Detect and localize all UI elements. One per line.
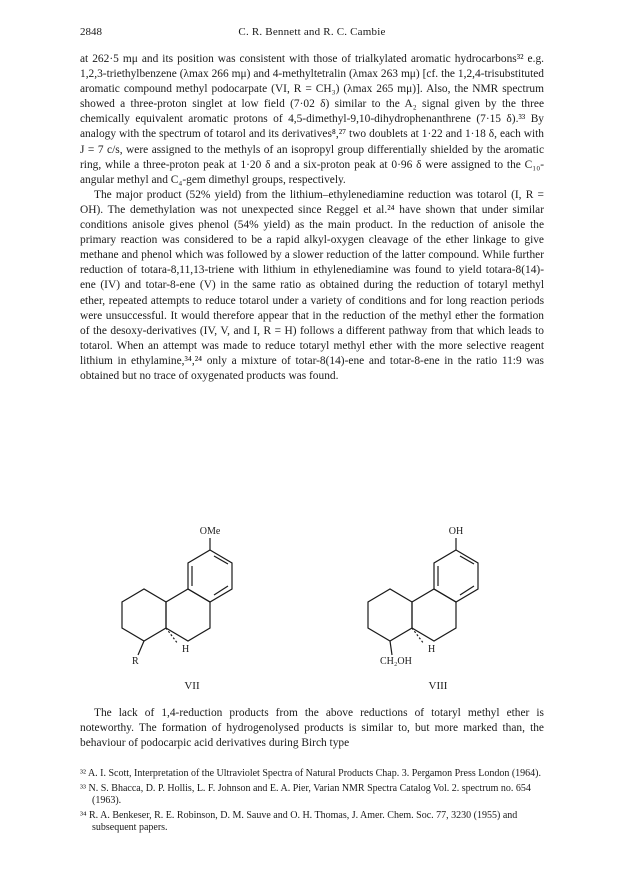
page-header	[80, 26, 544, 40]
viii-top-group: OH	[448, 526, 464, 537]
footnotes	[80, 768, 544, 837]
paragraph-continuation: at 262·5 mμ and its position was consistent with those of trialkylated aromatic hydrocarbons³² e.g. 1,2,3-triethylbenzene (λmax 266 mμ) and 4-methyltetralin (λmax 263 mμ) [cf. the 1,2,4-trisubstituted aromatic compound methyl podocarpate (VI, R = CH₃) (λmax 265 mμ)]. Also, the NMR spectrum showed a three-proton singlet at low field (7·02 δ) similar to the A₂ signal given by the three chemically equivalent aromatic protons of 4,5-dimethyl-9,10-dihydrophenanthrene (7·15 δ).³³ By analogy with the spectrum of totarol and its derivatives⁸,²⁷ two doublets at 1·22 and 1·18 δ, each with J = 7 c/s, were assigned to the methyls of an isopropyl group differentially shielded by the aromatic ring, while a three-proton peak at 1·20 δ and a six-proton peak at 0·96 δ were assigned to the C₁₀-angular methyl and C₄-gem dimethyl groups, respectively.	[80, 53, 544, 186]
structure-viii-rings	[368, 538, 478, 655]
structure-vii-rings	[122, 538, 232, 655]
vii-top-group: OMe	[199, 526, 221, 537]
footnote-34: ³⁴ R. A. Benkeser, R. E. Robinson, D. M. Sauve and O. H. Thomas, J. Amer. Chem. Soc. 77, 3230 (1955) and subsequent papers.	[80, 809, 518, 834]
vii-h-label: H	[182, 644, 190, 655]
paragraph-lack-of-reduction: The lack of 1,4-reduction products from the above reductions of totaryl methyl ether is noteworthy. The formation of hydrogenolysed products is similar to, but more marked than, the behaviour of podocarpic acid derivatives during Birch type	[80, 707, 544, 750]
running-title: C. R. Bennett and R. C. Cambie	[238, 26, 386, 38]
vii-sub-label: R	[132, 656, 139, 667]
footnote-32: ³² A. I. Scott, Interpretation of the Ultraviolet Spectra of Natural Products Chap. 3. Pergamon Press London (1964).	[80, 768, 541, 779]
paragraph-major-product: The major product (52% yield) from the lithium–ethylenediamine reduction was totarol (I, R = OH). The demethylation was not unexpected since Reggel et al.²⁴ have shown that under similar conditions anisole gives phenol (54% yield) as the main product. In the reduction of anisole the primary reaction was considered to be a rapid alkyl-oxygen cleavage of the ether linkage to give methane and phenol which was followed by a slower reduction of the latter compound. While further reduction of totara-8,11,13-triene with lithium in ethylenediamine was found to yield totara-8(14)-ene (IV) and totar-8-ene (V) in the same ratio as obtained during the reduction of totaryl methyl ether, repeated attempts to reduce totarol under a variety of conditions and for long reaction periods were unsuccessful. It would therefore appear that in the reduction of the methyl ether the formation of the desoxy-derivatives (IV, V, and I, R = H) follows a different pathway from that which leads to totarol. When an attempt was made to reduce totaryl methyl ether with the more selective reagent lithium in ethylamine,³⁴,²⁴ only a mixture of totar-8(14)-ene and totar-8-ene in the ratio 11:9 was obtained but no trace of oxygenated products was found.	[80, 188, 544, 382]
structure-label-vii: VII	[184, 680, 200, 692]
body-text-lower	[80, 706, 544, 751]
page-number: 2848	[80, 26, 102, 38]
viii-sub-label: CH₂OH	[380, 656, 412, 667]
structure-label-viii: VIII	[428, 680, 448, 692]
footnote-33: ³³ N. S. Bhacca, D. P. Hollis, L. F. Johnson and E. A. Pier, Varian NMR Spectra Catalog Vol. 2. spectrum no. 654 (1963).	[80, 782, 531, 807]
chemical-structures-figure	[0, 350, 624, 670]
body-text-upper	[80, 52, 544, 384]
viii-h-label: H	[428, 644, 436, 655]
